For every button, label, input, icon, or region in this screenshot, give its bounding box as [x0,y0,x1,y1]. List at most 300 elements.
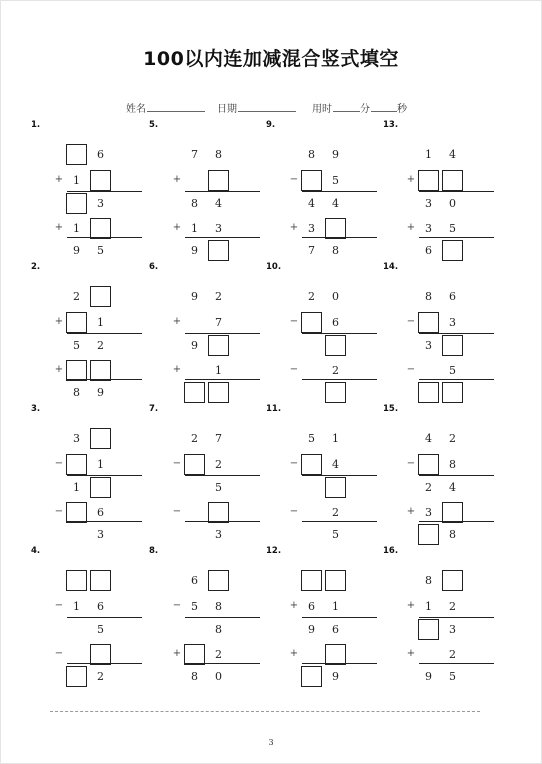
tens-answer-box[interactable] [66,570,87,591]
problem-3 [31,404,146,544]
ones-digit: 4 [332,458,339,471]
problem-4 [31,546,146,686]
sum-line [302,617,377,618]
sum-line [185,521,260,522]
tens-digit: 8 [191,670,198,683]
problem-row [266,286,381,308]
sum-line [67,475,142,476]
problem-8 [149,546,264,686]
sum-line [419,191,494,192]
ones-answer-box[interactable] [90,644,111,665]
ones-answer-box[interactable] [208,240,229,261]
tens-answer-box[interactable] [418,382,439,403]
tens-digit: 9 [73,244,80,257]
operator-sign: − [289,458,299,469]
problem-row [31,524,146,546]
sum-line [419,663,494,664]
operator-sign: + [406,648,416,659]
name-blank[interactable] [147,102,205,112]
ones-digit: 3 [449,623,456,636]
tens-digit: 5 [308,432,315,445]
ones-digit: 5 [97,244,104,257]
minute-blank[interactable] [333,102,360,112]
problem-row [31,570,146,592]
tens-digit: 3 [425,197,432,210]
ones-digit: 1 [97,458,104,471]
tens-answer-box[interactable] [66,502,87,523]
ones-answer-box[interactable] [90,170,111,191]
problem-row [149,454,264,476]
sum-line [185,237,260,238]
tens-digit: 4 [308,197,315,210]
problem-row [266,382,381,404]
sum-line [67,191,142,192]
operator-sign: − [406,316,416,327]
problem-number: 14. [383,262,399,272]
ones-answer-box[interactable] [325,382,346,403]
ones-digit: 4 [449,148,456,161]
ones-digit: 3 [215,222,222,235]
problem-row [266,193,381,215]
tens-digit: 4 [425,432,432,445]
problem-row [266,428,381,450]
ones-answer-box[interactable] [442,170,463,191]
problem-row [383,619,498,641]
problem-row [31,666,146,688]
ones-answer-box[interactable] [208,335,229,356]
ones-digit: 5 [215,481,222,494]
problem-row [31,312,146,334]
problem-row [266,596,381,618]
ones-digit: 0 [449,197,456,210]
tens-digit [184,360,205,381]
ones-answer-box[interactable] [90,477,111,498]
tens-answer-box[interactable] [418,454,439,475]
operator-sign: + [172,174,182,185]
tens-digit: 6 [308,600,315,613]
problem-row [383,335,498,357]
problem-row [31,193,146,215]
tens-digit: 8 [308,148,315,161]
sum-line [419,521,494,522]
sum-line [67,617,142,618]
tens-digit: 1 [73,481,80,494]
time-field[interactable] [312,100,407,115]
tens-digit: 2 [191,432,198,445]
tens-answer-box[interactable] [66,666,87,687]
tens-digit [184,502,205,523]
problem-row [31,477,146,499]
problem-number: 12. [266,546,282,556]
time-label: 用时 [312,104,332,115]
tens-answer-box[interactable] [184,644,205,665]
tens-digit [66,619,87,640]
ones-digit: 6 [332,623,339,636]
sum-line [185,333,260,334]
problem-row [266,454,381,476]
tens-digit: 2 [308,290,315,303]
tens-digit: 8 [425,574,432,587]
name-field[interactable] [126,100,205,115]
tens-answer-box[interactable] [418,170,439,191]
problem-12 [266,546,381,686]
operator-sign: + [406,506,416,517]
problem-number: 13. [383,120,399,130]
ones-digit: 2 [449,648,456,661]
tens-digit: 5 [73,339,80,352]
problem-row [31,454,146,476]
operator-sign: − [172,506,182,517]
operator-sign: + [172,222,182,233]
problem-number: 6. [149,262,159,272]
ones-digit: 8 [449,458,456,471]
tens-answer-box[interactable] [301,570,322,591]
ones-answer-box[interactable] [325,644,346,665]
problem-1 [31,120,146,260]
problem-row [266,240,381,262]
sum-line [302,333,377,334]
ones-digit: 6 [97,506,104,519]
tens-answer-box[interactable] [301,666,322,687]
ones-digit: 1 [332,600,339,613]
problem-row [383,170,498,192]
problem-row [149,312,264,334]
tens-digit: 8 [73,386,80,399]
problem-9 [266,120,381,260]
ones-digit: 2 [449,432,456,445]
sum-line [185,617,260,618]
problem-16 [383,546,498,686]
problem-5 [149,120,264,260]
tens-digit: 8 [191,197,198,210]
ones-digit: 4 [332,197,339,210]
sum-line [185,379,260,380]
problem-row [31,286,146,308]
tens-digit: 6 [425,244,432,257]
operator-sign: − [172,458,182,469]
problem-7 [149,404,264,544]
tens-digit: 1 [73,222,80,235]
operator-sign: − [54,648,64,659]
problem-number: 1. [31,120,41,130]
problem-row [149,428,264,450]
tens-digit: 7 [191,148,198,161]
problem-number: 2. [31,262,41,272]
sum-line [302,663,377,664]
problem-row [383,286,498,308]
problem-row [31,596,146,618]
operator-sign: + [54,222,64,233]
tens-digit: 1 [425,600,432,613]
worksheet-title: 100以内连加减混合竖式填空 [143,48,399,70]
operator-sign: + [172,364,182,375]
ones-digit: 8 [215,148,222,161]
tens-answer-box[interactable] [66,144,87,165]
problem-row [383,596,498,618]
tens-digit: 2 [425,481,432,494]
operator-sign: − [54,506,64,517]
second-blank[interactable] [371,102,397,112]
ones-digit: 2 [215,290,222,303]
ones-answer-box[interactable] [325,218,346,239]
ones-digit: 3 [97,528,104,541]
problem-row [383,193,498,215]
tens-digit: 1 [73,600,80,613]
tens-digit [301,524,322,545]
ones-digit: 0 [215,670,222,683]
ones-answer-box[interactable] [325,335,346,356]
ones-answer-box[interactable] [442,382,463,403]
operator-sign: + [172,316,182,327]
problem-number: 9. [266,120,276,130]
ones-digit: 5 [449,364,456,377]
problem-number: 7. [149,404,159,414]
tens-answer-box[interactable] [184,382,205,403]
ones-digit: 2 [97,339,104,352]
ones-answer-box[interactable] [208,170,229,191]
tens-digit: 5 [191,600,198,613]
tens-answer-box[interactable] [66,454,87,475]
footer-divider [50,711,480,712]
tens-answer-box[interactable] [418,619,439,640]
ones-digit: 8 [332,244,339,257]
operator-sign: − [289,174,299,185]
operator-sign: + [289,648,299,659]
ones-answer-box[interactable] [90,570,111,591]
operator-sign: − [289,364,299,375]
sum-line [185,663,260,664]
problem-row [383,382,498,404]
ones-digit: 3 [449,316,456,329]
problem-15 [383,404,498,544]
page-number: 3 [268,738,274,747]
operator-sign: + [406,222,416,233]
sum-line [67,237,142,238]
tens-answer-box[interactable] [418,524,439,545]
tens-digit: 3 [425,222,432,235]
problem-2 [31,262,146,402]
tens-digit [184,312,205,333]
sum-line [419,617,494,618]
tens-answer-box[interactable] [301,312,322,333]
ones-answer-box[interactable] [442,240,463,261]
problem-row [149,144,264,166]
tens-answer-box[interactable] [66,312,87,333]
ones-digit: 6 [97,600,104,613]
tens-digit [184,477,205,498]
problem-row [31,382,146,404]
ones-digit: 7 [215,432,222,445]
tens-digit [301,644,322,665]
problem-number: 8. [149,546,159,556]
tens-digit: 9 [191,290,198,303]
problem-number: 5. [149,120,159,130]
operator-sign: + [172,648,182,659]
tens-digit: 1 [425,148,432,161]
problem-row [383,144,498,166]
problem-row [31,335,146,357]
ones-digit: 3 [215,528,222,541]
ones-digit: 1 [97,316,104,329]
date-field[interactable] [217,100,296,115]
problem-row [149,335,264,357]
problem-row [266,666,381,688]
operator-sign: − [406,458,416,469]
tens-answer-box[interactable] [301,454,322,475]
problem-row [266,335,381,357]
ones-answer-box[interactable] [325,570,346,591]
problem-row [266,524,381,546]
ones-digit: 5 [332,174,339,187]
tens-digit [418,360,439,381]
problem-row [383,240,498,262]
tens-digit [301,502,322,523]
tens-answer-box[interactable] [66,360,87,381]
ones-answer-box[interactable] [442,335,463,356]
tens-answer-box[interactable] [418,312,439,333]
problem-row [31,144,146,166]
second-label: 秒 [397,104,407,115]
ones-answer-box[interactable] [325,477,346,498]
tens-digit [301,335,322,356]
operator-sign: − [54,600,64,611]
sum-line [67,379,142,380]
tens-digit [184,170,205,191]
problem-number: 16. [383,546,399,556]
tens-digit: 2 [73,290,80,303]
ones-digit: 8 [215,600,222,613]
sum-line [67,333,142,334]
tens-answer-box[interactable] [301,170,322,191]
problem-row [149,193,264,215]
problem-number: 11. [266,404,282,414]
problem-number: 10. [266,262,282,272]
problem-row [383,312,498,334]
sum-line [419,475,494,476]
ones-answer-box[interactable] [208,502,229,523]
date-label: 日期 [217,104,237,115]
tens-digit: 8 [425,290,432,303]
ones-digit: 1 [215,364,222,377]
ones-digit: 6 [97,148,104,161]
problem-row [149,596,264,618]
ones-answer-box[interactable] [90,360,111,381]
sum-line [419,379,494,380]
tens-digit: 1 [191,222,198,235]
problem-row [383,428,498,450]
ones-answer-box[interactable] [90,286,111,307]
ones-answer-box[interactable] [208,570,229,591]
ones-digit: 4 [215,197,222,210]
problem-row [149,286,264,308]
problem-6 [149,262,264,402]
tens-digit: 3 [425,506,432,519]
tens-digit [184,619,205,640]
tens-digit: 3 [73,432,80,445]
tens-digit [418,644,439,665]
ones-answer-box[interactable] [442,502,463,523]
tens-digit: 9 [308,623,315,636]
ones-digit: 5 [332,528,339,541]
tens-digit [301,477,322,498]
problem-10 [266,262,381,402]
tens-digit: 1 [73,174,80,187]
tens-digit: 9 [425,670,432,683]
date-blank[interactable] [238,102,296,112]
problem-row [266,570,381,592]
ones-answer-box[interactable] [208,382,229,403]
problem-row [149,666,264,688]
ones-answer-box[interactable] [90,428,111,449]
problem-11 [266,404,381,544]
sum-line [419,237,494,238]
operator-sign: + [54,364,64,375]
ones-digit: 5 [449,222,456,235]
problem-row [266,312,381,334]
problem-row [149,524,264,546]
ones-digit: 4 [449,481,456,494]
problem-row [383,570,498,592]
sum-line [302,379,377,380]
problem-row [383,454,498,476]
ones-digit: 1 [332,432,339,445]
problem-14 [383,262,498,402]
ones-digit: 2 [332,506,339,519]
ones-digit: 5 [97,623,104,636]
problem-row [383,666,498,688]
problem-row [149,170,264,192]
ones-digit: 2 [449,600,456,613]
tens-digit: 9 [191,244,198,257]
sum-line [302,475,377,476]
problem-row [31,240,146,262]
tens-answer-box[interactable] [66,193,87,214]
operator-sign: + [54,316,64,327]
ones-digit: 9 [332,148,339,161]
problem-row [383,477,498,499]
tens-digit [184,524,205,545]
ones-digit: 2 [215,458,222,471]
ones-answer-box[interactable] [90,218,111,239]
problem-number: 15. [383,404,399,414]
problem-number: 3. [31,404,41,414]
tens-answer-box[interactable] [184,454,205,475]
ones-digit: 2 [97,670,104,683]
sum-line [67,521,142,522]
ones-digit: 9 [332,670,339,683]
tens-digit [66,644,87,665]
sum-line [302,237,377,238]
tens-digit [301,382,322,403]
tens-digit: 7 [308,244,315,257]
operator-sign: − [54,458,64,469]
operator-sign: + [289,600,299,611]
name-label: 姓名 [126,104,146,115]
ones-digit: 6 [449,290,456,303]
problem-row [266,619,381,641]
tens-digit: 6 [191,574,198,587]
problem-row [149,382,264,404]
operator-sign: − [289,316,299,327]
tens-digit: 9 [191,339,198,352]
operator-sign: + [406,600,416,611]
tens-digit [301,360,322,381]
ones-answer-box[interactable] [442,570,463,591]
ones-digit: 7 [215,316,222,329]
problem-row [266,170,381,192]
problem-row [31,619,146,641]
problem-row [31,428,146,450]
